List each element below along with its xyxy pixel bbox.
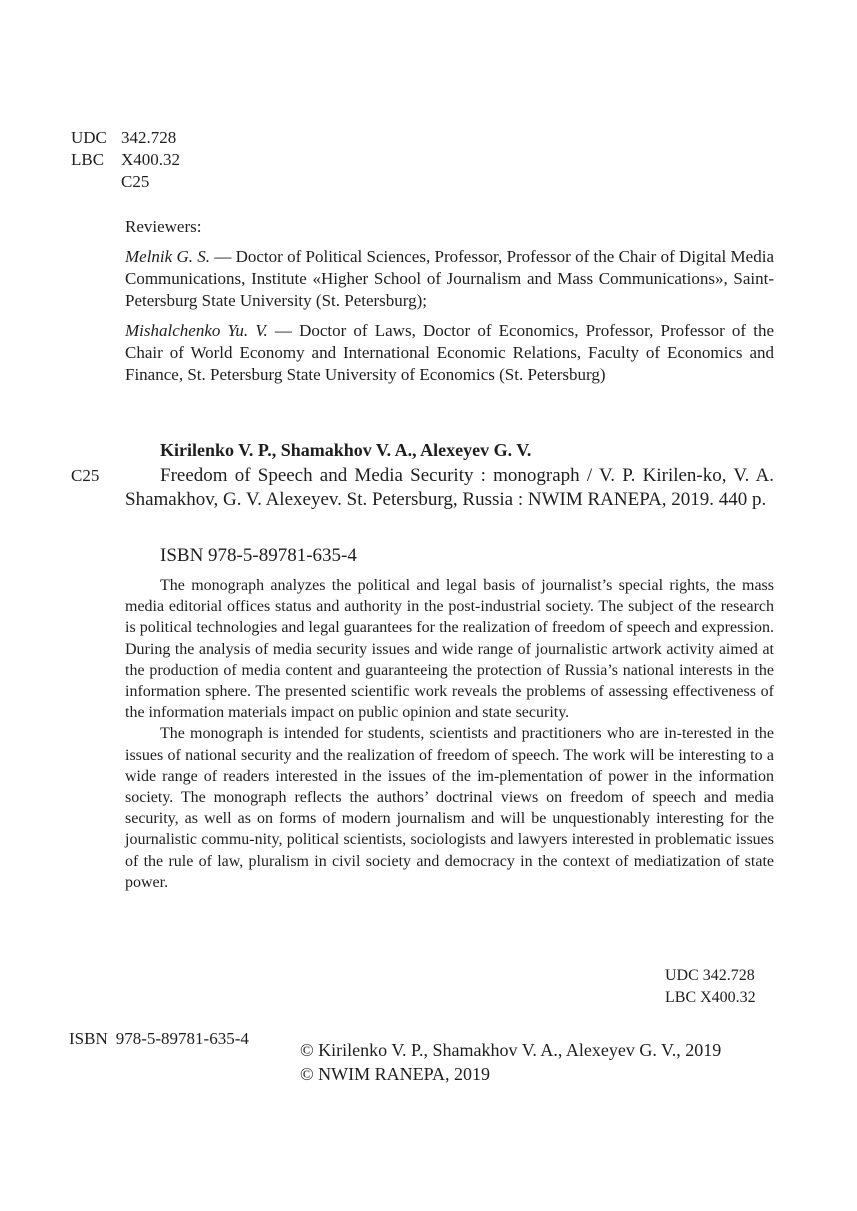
abstract-paragraph: The monograph is intended for students, scientists and practitioners who are in-terested in the issues of national security and the realization of freedom of speech. The work will be interesting to a wide range of readers interested in the issues of the im-plementation of power in the information society. The monograph reflects the authors’ doctrinal views on freedom of speech and media security, as well as on forms of modern journalism and will be unquestionably interesting for the journalistic commu-nity, political scientists, sociologists and lawyers interested in problematic issues of the rule of law, pluralism in civil society and democracy in the context of mediatization of state power. bbox=[125, 725, 774, 891]
abstract bbox=[125, 575, 774, 893]
book-authors: Kirilenko V. P., Shamakhov V. A., Alexeyev G. V. bbox=[160, 440, 532, 460]
copyright-line: © Kirilenko V. P., Shamakhov V. A., Alexeyev G. V., 2019 bbox=[300, 1040, 722, 1060]
udc-top bbox=[71, 127, 176, 149]
reviewer-credentials: — Doctor of Political Sciences, Professor, Professor of the Chair of Digital Media Communications, Institute «Higher School of Journalism and Mass Communications», Saint-Petersburg State University (St. Petersburg); bbox=[125, 247, 774, 310]
reviewer-entry bbox=[125, 246, 774, 312]
footer-isbn-value: 978-5-89781-635-4 bbox=[115, 1029, 249, 1048]
abstract-paragraph: The monograph analyzes the political and legal basis of journalist’s special rights, the mass media editorial offices status and authority in the post-industrial society. The subject of the research is political technologies and legal guarantees for the realization of freedom of speech and expression. During the analysis of media security issues and wide range of journalistic artwork activity aimed at the production of media content and guaranteeing the protection of Russia’s national interests in the information sphere. The presented scientific work reveals the problems of assessing effectiveness of the information materials impact on public opinion and state security. bbox=[125, 577, 774, 722]
book-isbn: ISBN 978-5-89781-635-4 bbox=[160, 545, 357, 566]
lbc-top bbox=[71, 149, 180, 171]
udc-label: UDC bbox=[71, 128, 107, 147]
copyright-line: © NWIM RANEPA, 2019 bbox=[300, 1064, 491, 1084]
udc-value: 342.728 bbox=[121, 128, 177, 147]
footer-isbn-label: ISBN bbox=[69, 1029, 108, 1048]
reviewers-heading: Reviewers: bbox=[125, 217, 202, 236]
reviewer-name: Melnik G. S. bbox=[125, 247, 211, 266]
author-mark-top: C25 bbox=[121, 172, 150, 191]
copyright-block bbox=[300, 1038, 721, 1086]
reviewer-entry bbox=[125, 320, 774, 386]
classification-bottom bbox=[665, 965, 756, 1009]
lbc-value: X400.32 bbox=[121, 150, 181, 169]
lbc-label: LBC bbox=[71, 150, 105, 169]
udc-bottom: UDC 342.728 bbox=[665, 967, 755, 984]
footer-isbn bbox=[69, 1028, 249, 1050]
author-mark-margin: C25 bbox=[71, 466, 100, 485]
reviewer-credentials: — Doctor of Laws, Doctor of Economics, Professor, Professor of the Chair of World Economy and International Economic Relations, Faculty of Economics and Finance, St. Petersburg State University of Economics (St. Petersburg) bbox=[125, 321, 774, 384]
lbc-bottom: LBC X400.32 bbox=[665, 989, 756, 1006]
reviewer-name: Mishalchenko Yu. V. bbox=[125, 321, 268, 340]
book-description: Freedom of Speech and Media Security : monograph / V. P. Kirilen-ko, V. A. Shamakhov, G. V. Alexeyev. St. Petersburg, Russia : NWIM RANEPA, 2019. 440 p. bbox=[125, 465, 774, 510]
